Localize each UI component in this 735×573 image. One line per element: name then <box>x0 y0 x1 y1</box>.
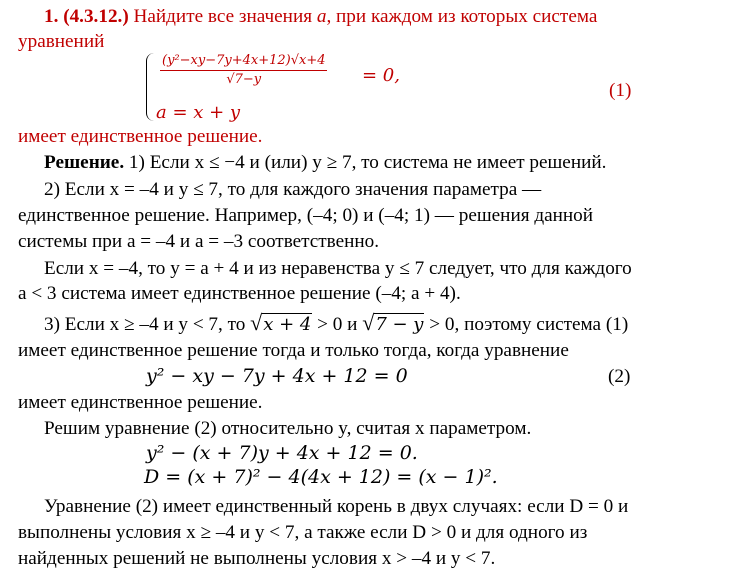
sqrt-radicand-2: 7 − y <box>375 314 424 335</box>
solution-p4-line3: имеет единственное решение. <box>18 392 263 413</box>
system-fraction <box>160 52 327 89</box>
equation-2: y² − xy − 7y + 4x + 12 = 0 <box>146 365 408 387</box>
sqrt-radicand-1: x + 4 <box>263 314 312 335</box>
equation-3: y² − (x + 7)y + 4x + 12 = 0. <box>146 442 418 464</box>
problem-text-b: , при каждом из которых система <box>326 6 598 27</box>
condition-text: имеет единственное решение. <box>18 126 263 147</box>
equation-4-discriminant: D = (x + 7)² − 4(4x + 12) = (x − 1)². <box>144 466 498 488</box>
fraction-numerator: (y²−xy−7y+4x+12)√x+4 <box>160 52 327 71</box>
parameter-a: a <box>316 6 327 27</box>
solution-label: Решение. <box>44 152 125 173</box>
system-brace <box>146 53 154 121</box>
solution-p1: 1) Если x ≤ −4 и (или) y ≥ 7, то система не имеет решений. <box>124 152 607 173</box>
sqrt-sign-1: √ <box>250 310 263 335</box>
system-equation-rhs: = 0, <box>362 65 400 86</box>
solution-p6-line2: выполнены условия x ≥ –4 и y < 7, а также если D > 0 и для одного из <box>18 522 588 543</box>
solution-p3-line1: Если x = –4, то y = a + 4 и из неравенства y ≤ 7 следует, что для каждого <box>44 258 632 279</box>
problem-number: 1. (4.3.12.) <box>44 6 129 27</box>
system-second-equation: a = x + y <box>156 102 241 123</box>
solution-p4-line2: имеет единственное решение тогда и только тогда, когда уравнение <box>18 340 569 361</box>
solution-paragraph-1 <box>44 150 606 175</box>
solution-p4-line1 <box>44 310 628 337</box>
solution-p3-line2: a < 3 система имеет единственное решение (–4; a + 4). <box>18 283 461 304</box>
system-label: (1) <box>609 80 632 101</box>
fraction-denominator: √7−y <box>226 72 262 87</box>
solution-p5-line1: Решим уравнение (2) относительно y, считая x параметром. <box>44 418 532 439</box>
solution-p2-line3: системы при a = –4 и a = –3 соответственно. <box>18 231 380 252</box>
solution-p6-line3: найденных решений не выполнены условия x > –4 и y < 7. <box>18 548 496 569</box>
problem-text-a: Найдите все значения <box>128 6 317 27</box>
solution-p2-line2: единственное решение. Например, (–4; 0) и (–4; 1) — решения данной <box>18 205 594 226</box>
solution-p4-b: > 0 и <box>312 314 363 335</box>
solution-p2-line1: 2) Если x = –4 и y ≤ 7, то для каждого значения параметра — <box>44 179 542 200</box>
problem-title-line-2: уравнений <box>18 31 105 52</box>
equation-2-label: (2) <box>608 366 631 387</box>
solution-p4-c: > 0, поэтому система (1) <box>424 314 629 335</box>
solution-p6-line1: Уравнение (2) имеет единственный корень в двух случаях: если D = 0 и <box>44 496 629 517</box>
problem-title-line <box>44 4 597 29</box>
sqrt-sign-2: √ <box>362 310 375 335</box>
solution-p4-a: 3) Если x ≥ –4 и y < 7, то <box>44 314 251 335</box>
